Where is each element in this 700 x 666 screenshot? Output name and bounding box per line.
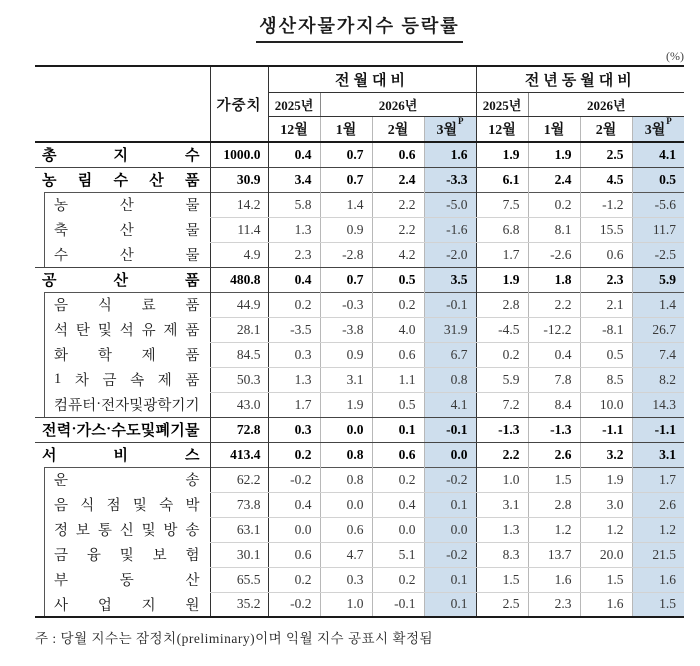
table-row [35,517,684,542]
corner-cell [35,66,210,142]
mom-value: 0.5 [372,267,424,292]
yoy-value: 1.5 [580,567,632,592]
group-header-mom: 전월대비 [268,66,476,92]
mom-value: 1.4 [320,192,372,217]
yoy-value: 1.6 [528,567,580,592]
yoy-value: 7.8 [528,367,580,392]
month-header-preliminary: 3월$^P$ [424,116,476,142]
table-row [35,267,684,292]
mom-value: 0.7 [320,142,372,167]
yoy-value: 0.6 [580,242,632,267]
yoy-value: 5.9 [632,267,684,292]
table-row [35,392,684,417]
mom-value: 0.8 [320,467,372,492]
mom-value: -0.1 [372,592,424,617]
weight-value: 73.8 [210,492,268,517]
header-row-groups [35,66,684,92]
yoy-value: -2.6 [528,242,580,267]
weight-value: 11.4 [210,217,268,242]
yoy-value: 2.2 [476,442,528,467]
yoy-value: 0.5 [632,167,684,192]
yoy-value: 7.4 [632,342,684,367]
mom-value: 0.8 [424,367,476,392]
mom-value: 0.1 [372,417,424,442]
table-row [35,367,684,392]
mom-value: 0.0 [320,417,372,442]
yoy-value: 8.3 [476,542,528,567]
yoy-value: -1.1 [580,417,632,442]
mom-value: 0.2 [268,292,320,317]
weight-value: 43.0 [210,392,268,417]
yoy-value: 10.0 [580,392,632,417]
yoy-value: 1.9 [476,142,528,167]
mom-value: 3.1 [320,367,372,392]
table-row [35,292,684,317]
yoy-value: 8.2 [632,367,684,392]
table-row [35,342,684,367]
row-label: 서 비 스 [42,448,200,465]
yoy-value: 1.5 [528,467,580,492]
yoy-value: 3.1 [632,442,684,467]
table-row [35,217,684,242]
mom-value: 0.6 [268,542,320,567]
yoy-value: 15.5 [580,217,632,242]
yoy-value: 1.9 [528,142,580,167]
mom-value: 0.4 [268,267,320,292]
mom-value: 0.1 [424,492,476,517]
weight-column-header: 가중치 [210,66,268,142]
mom-value: 0.0 [320,492,372,517]
month-header-preliminary: 3월$^P$ [632,116,684,142]
month-header: 2월 [580,116,632,142]
ppi-table [35,65,684,618]
mom-value: 0.1 [424,567,476,592]
month-header: 12월 [476,116,528,142]
mom-value: -2.0 [424,242,476,267]
weight-value: 44.9 [210,292,268,317]
table-row [35,317,684,342]
yoy-value: 1.2 [632,517,684,542]
yoy-value: 8.1 [528,217,580,242]
yoy-value: 2.3 [580,267,632,292]
yoy-value: 2.8 [476,292,528,317]
weight-value: 1000.0 [210,142,268,167]
yoy-value: 2.8 [528,492,580,517]
yoy-value: 21.5 [632,542,684,567]
row-label: 농 림 수 산 품 [42,173,200,190]
mom-value: 0.4 [268,492,320,517]
mom-value: 1.7 [268,392,320,417]
weight-value: 63.1 [210,517,268,542]
mom-value: 0.9 [320,342,372,367]
yoy-value: 0.5 [580,342,632,367]
weight-value: 62.2 [210,467,268,492]
mom-value: -0.1 [424,292,476,317]
yoy-value: 1.0 [476,467,528,492]
mom-value: 0.0 [372,517,424,542]
yoy-value: 4.1 [632,142,684,167]
row-label: 축 산 물 [35,217,210,242]
mom-value: 0.3 [268,417,320,442]
mom-value: 0.3 [320,567,372,592]
yoy-value: 0.2 [476,342,528,367]
mom-value: 4.2 [372,242,424,267]
mom-value: 0.9 [320,217,372,242]
mom-value: 3.4 [268,167,320,192]
mom-value: 4.7 [320,542,372,567]
yoy-value: 11.7 [632,217,684,242]
weight-value: 50.3 [210,367,268,392]
row-label: 부 동 산 [35,567,210,592]
yoy-value: -5.6 [632,192,684,217]
table-row [35,142,684,167]
mom-value: 0.2 [268,567,320,592]
yoy-value: 2.2 [528,292,580,317]
yoy-value: -1.3 [476,417,528,442]
yoy-value: 26.7 [632,317,684,342]
yoy-value: 13.7 [528,542,580,567]
footnote: 주 : 당월 지수는 잠정치(preliminary)이며 익월 지수 공표시 확정됨 [35,631,434,646]
month-header: 12월 [268,116,320,142]
yoy-value: 20.0 [580,542,632,567]
weight-value: 65.5 [210,567,268,592]
mom-value: 2.3 [268,242,320,267]
table-row [35,167,684,192]
row-label: 음 식 점 및 숙 박 [35,492,210,517]
weight-value: 30.9 [210,167,268,192]
mom-value: 0.2 [372,292,424,317]
weight-value: 30.1 [210,542,268,567]
mom-value: -3.8 [320,317,372,342]
yoy-value: 7.2 [476,392,528,417]
mom-value: -3.3 [424,167,476,192]
yoy-value: 1.5 [632,592,684,617]
month-header: 1월 [528,116,580,142]
year-header: 2026년 [320,92,476,116]
mom-value: 0.0 [424,517,476,542]
mom-value: 0.5 [372,392,424,417]
yoy-value: 1.7 [632,467,684,492]
yoy-value: 0.2 [528,192,580,217]
mom-value: -0.2 [424,467,476,492]
yoy-value: 1.6 [580,592,632,617]
weight-value: 84.5 [210,342,268,367]
mom-value: 0.7 [320,167,372,192]
table-row [35,592,684,617]
yoy-value: 1.4 [632,292,684,317]
yoy-value: 2.1 [580,292,632,317]
year-header: 2025년 [476,92,528,116]
mom-value: 1.9 [320,392,372,417]
yoy-value: 1.8 [528,267,580,292]
mom-value: 4.0 [372,317,424,342]
mom-value: 2.2 [372,192,424,217]
row-label: 음 식 료 품 [35,292,210,317]
group-header-yoy: 전년동월대비 [476,66,684,92]
year-header: 2025년 [268,92,320,116]
row-label: 수 산 물 [35,242,210,267]
table-row [35,242,684,267]
mom-value: 0.8 [320,442,372,467]
yoy-value: 14.3 [632,392,684,417]
weight-value: 413.4 [210,442,268,467]
yoy-value: -1.3 [528,417,580,442]
row-label: 화 학 제 품 [35,342,210,367]
mom-value: -0.2 [424,542,476,567]
mom-value: 0.3 [268,342,320,367]
row-label: 농 산 물 [35,192,210,217]
mom-value: 0.0 [424,442,476,467]
weight-value: 4.9 [210,242,268,267]
year-header: 2026년 [528,92,684,116]
row-label: 전 력 · 가 스 · 수 도 및 폐 기 물 [35,417,210,442]
mom-value: 0.6 [320,517,372,542]
mom-value: 0.2 [268,442,320,467]
mom-value: 0.6 [372,142,424,167]
mom-value: 3.5 [424,267,476,292]
yoy-value: 1.2 [528,517,580,542]
table-row [35,192,684,217]
yoy-value: 1.6 [632,567,684,592]
yoy-value: 1.9 [476,267,528,292]
yoy-value: 1.5 [476,567,528,592]
weight-value: 28.1 [210,317,268,342]
weight-value: 35.2 [210,592,268,617]
yoy-value: 2.6 [632,492,684,517]
mom-value: 1.0 [320,592,372,617]
row-label: 운 송 [35,467,210,492]
yoy-value: -1.2 [580,192,632,217]
month-header: 2월 [372,116,424,142]
mom-value: 5.1 [372,542,424,567]
yoy-value: -1.1 [632,417,684,442]
yoy-value: -12.2 [528,317,580,342]
mom-value: -0.2 [268,592,320,617]
yoy-value: 2.5 [580,142,632,167]
table-row [35,542,684,567]
yoy-value: -8.1 [580,317,632,342]
mom-value: 2.4 [372,167,424,192]
yoy-value: 1.3 [476,517,528,542]
mom-value: 0.7 [320,267,372,292]
mom-value: 0.0 [268,517,320,542]
mom-value: 0.4 [268,142,320,167]
title-wrap [35,12,684,43]
row-label: 총 지 수 [35,142,210,167]
mom-value: 31.9 [424,317,476,342]
yoy-value: 0.4 [528,342,580,367]
mom-value: 0.1 [424,592,476,617]
mom-value: -0.1 [424,417,476,442]
yoy-value: 2.4 [528,167,580,192]
weight-value: 480.8 [210,267,268,292]
yoy-value: 6.8 [476,217,528,242]
weight-value: 14.2 [210,192,268,217]
row-label: 정 보 통 신 및 방 송 [35,517,210,542]
mom-value: 5.8 [268,192,320,217]
yoy-value: 5.9 [476,367,528,392]
yoy-value: 2.3 [528,592,580,617]
table-row [35,417,684,442]
month-header: 1월 [320,116,372,142]
yoy-value: 3.1 [476,492,528,517]
row-label: 1 차 금 속 제 품 [35,367,210,392]
table-row [35,467,684,492]
mom-value: -0.3 [320,292,372,317]
table-row [35,442,684,467]
table-row [35,492,684,517]
weight-value: 72.8 [210,417,268,442]
yoy-value: 4.5 [580,167,632,192]
yoy-value: -2.5 [632,242,684,267]
mom-value: 2.2 [372,217,424,242]
mom-value: 0.4 [372,492,424,517]
yoy-value: -4.5 [476,317,528,342]
yoy-value: 2.5 [476,592,528,617]
mom-value: 1.3 [268,217,320,242]
row-label: 컴 퓨 터 · 전 자 및 광 학 기 기 [35,392,210,417]
yoy-value: 8.4 [528,392,580,417]
yoy-value: 1.7 [476,242,528,267]
yoy-value: 6.1 [476,167,528,192]
mom-value: 4.1 [424,392,476,417]
mom-value: -3.5 [268,317,320,342]
yoy-value: 2.6 [528,442,580,467]
mom-value: 0.6 [372,442,424,467]
mom-value: 6.7 [424,342,476,367]
unit-label: (%) [666,49,684,63]
table-row [35,567,684,592]
mom-value: 0.6 [372,342,424,367]
yoy-value: 3.2 [580,442,632,467]
mom-value: 0.2 [372,567,424,592]
mom-value: -0.2 [268,467,320,492]
row-label: 공 산 품 [42,273,200,290]
yoy-value: 1.9 [580,467,632,492]
mom-value: -2.8 [320,242,372,267]
yoy-value: 8.5 [580,367,632,392]
mom-value: 1.6 [424,142,476,167]
yoy-value: 3.0 [580,492,632,517]
page-title: 생산자물가지수 등락률 [256,12,462,43]
mom-value: 1.3 [268,367,320,392]
yoy-value: 7.5 [476,192,528,217]
row-label: 석 탄 및 석 유 제 품 [35,317,210,342]
mom-value: 0.2 [372,467,424,492]
yoy-value: 1.2 [580,517,632,542]
mom-value: 1.1 [372,367,424,392]
row-label: 사 업 지 원 [35,592,210,617]
mom-value: -5.0 [424,192,476,217]
row-label: 금 융 및 보 험 [35,542,210,567]
mom-value: -1.6 [424,217,476,242]
